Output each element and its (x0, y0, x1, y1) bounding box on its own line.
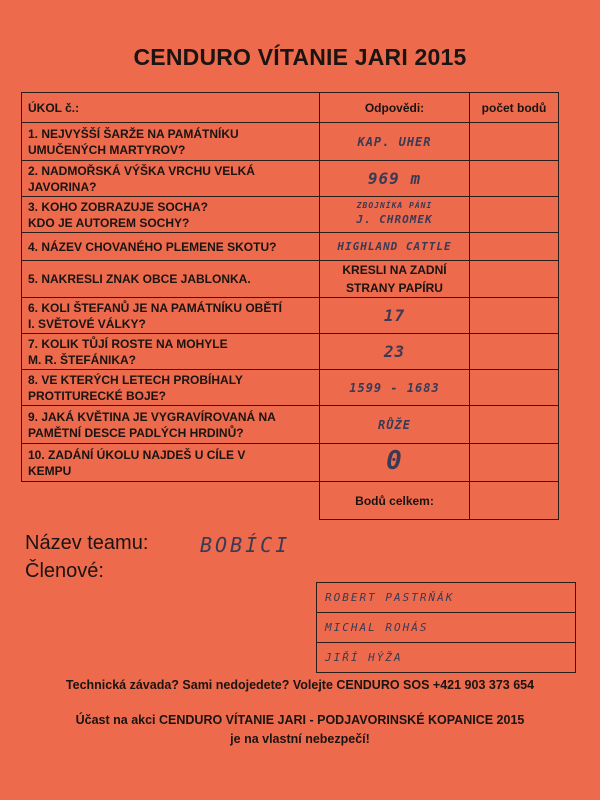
task-answer: 23 (320, 334, 470, 370)
task-answer: 1599 - 1683 (320, 370, 470, 406)
task-question: 10. ZADÁNÍ ÚKOLU NAJDEŠ U CÍLE V KEMPU (22, 444, 320, 482)
task-points (470, 123, 559, 161)
task-points (470, 233, 559, 261)
table-header-row (22, 93, 559, 123)
task-question: 9. JAKÁ KVĚTINA JE VYGRAVÍROVANÁ NA PAMĚTNÍ DESCE PADLÝCH HRDINŮ? (22, 406, 320, 444)
total-label: Bodů celkem: (320, 482, 470, 520)
task-answer: 0 (320, 444, 470, 482)
task-question: 6. KOLI ŠTEFANŮ JE NA PAMÁTNÍKU OBĚTÍ I. SVĚTOVÉ VÁLKY? (22, 298, 320, 334)
task-question: 3. KOHO ZOBRAZUJE SOCHA? KDO JE AUTOREM SOCHY? (22, 197, 320, 233)
sos-notice: Technická závada? Sami nedojedete? Volejte CENDURO SOS +421 903 373 654 (65, 678, 535, 692)
total-row (22, 482, 559, 520)
table-row (22, 298, 559, 334)
points-column-header: počet bodů (470, 93, 559, 123)
member-name: MICHAL ROHÁS (317, 613, 576, 643)
answers-column-header: Odpovědi: (320, 93, 470, 123)
task-points (470, 444, 559, 482)
task-points (470, 161, 559, 197)
task-points (470, 406, 559, 444)
page-title: CENDURO VÍTANIE JARI 2015 (133, 44, 467, 70)
task-answer: KRESLI NA ZADNÍ STRANY PAPÍRU (320, 261, 470, 298)
table-row (22, 444, 559, 482)
task-points (470, 261, 559, 298)
table-row (22, 197, 559, 233)
task-question: 1. NEJVYŠŠÍ ŠARŽE NA PAMÁTNÍKU UMUČENÝCH MARTYROV? (22, 123, 320, 161)
task-question: 8. VE KTERÝCH LETECH PROBÍHALY PROTITURECKÉ BOJE? (22, 370, 320, 406)
table-row (22, 334, 559, 370)
members-table (316, 582, 576, 673)
team-name-label: Název teamu: (25, 532, 149, 554)
table-row (22, 123, 559, 161)
table-row (22, 406, 559, 444)
task-question: 2. NADMOŘSKÁ VÝŠKA VRCHU VELKÁ JAVORINA? (22, 161, 320, 197)
task-column-header: ÚKOL č.: (22, 93, 320, 123)
task-points (470, 370, 559, 406)
disclaimer-line-2: je na vlastní nebezpečí! (230, 732, 370, 746)
task-question: 5. NAKRESLI ZNAK OBCE JABLONKA. (22, 261, 320, 298)
task-answer: RŮŽE (320, 406, 470, 444)
task-table (21, 92, 559, 520)
member-name: ROBERT PASTRŇÁK (317, 583, 576, 613)
task-answer: HIGHLAND CATTLE (320, 233, 470, 261)
task-answer: KAP. UHER (320, 123, 470, 161)
task-points (470, 298, 559, 334)
table-row (22, 233, 559, 261)
task-answer: 17 (320, 298, 470, 334)
total-points (470, 482, 559, 520)
members-label: Členové: (25, 560, 104, 582)
task-question: 4. NÁZEV CHOVANÉHO PLEMENE SKOTU? (22, 233, 320, 261)
task-points (470, 334, 559, 370)
task-points (470, 197, 559, 233)
disclaimer-line-1: Účast na akci CENDURO VÍTANIE JARI - PODJAVORINSKÉ KOPANICE 2015 (75, 713, 525, 727)
task-answer: ZBOJNÍKA PÁNI J. CHROMEK (320, 197, 470, 233)
member-name: JIŘÍ HÝŽA (317, 643, 576, 673)
table-row (22, 370, 559, 406)
task-question: 7. KOLIK TŮJÍ ROSTE NA MOHYLE M. R. ŠTEFÁNIKA? (22, 334, 320, 370)
table-row (22, 261, 559, 298)
task-answer: 969 m (320, 161, 470, 197)
team-name-value: BOBÍCI (200, 533, 291, 557)
table-row (22, 161, 559, 197)
